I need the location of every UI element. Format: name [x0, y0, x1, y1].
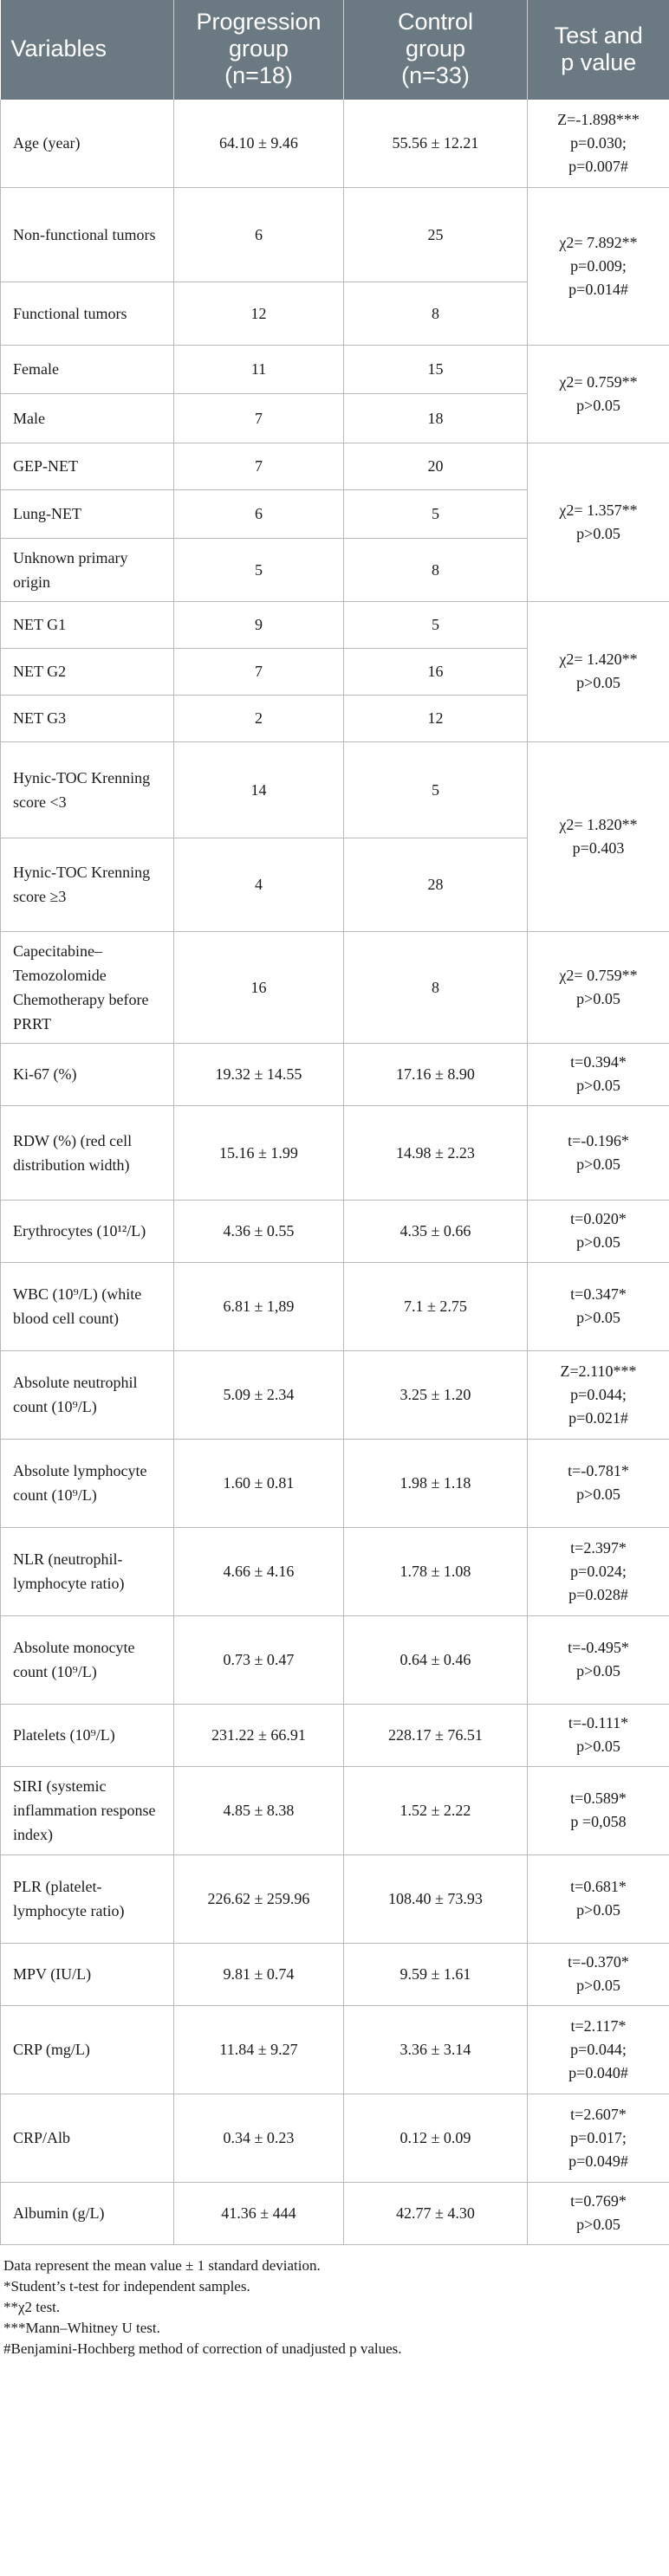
variable-cell: Absolute monocyte count (10⁹/L) [1, 1615, 174, 1704]
variable-cell: Absolute neutrophil count (10⁹/L) [1, 1350, 174, 1439]
control-value-cell: 42.77 ± 4.30 [344, 2182, 528, 2244]
progression-value-cell: 19.32 ± 14.55 [174, 1043, 344, 1105]
control-value-cell: 25 [344, 187, 528, 282]
table-row [1, 1527, 669, 1615]
test-p-value-cell [528, 1439, 669, 1527]
table-row [1, 741, 669, 838]
variable-cell: Non-functional tumors [1, 187, 174, 282]
test-p-value-cell [528, 187, 669, 345]
table-row [1, 1200, 669, 1262]
progression-value-cell: 2 [174, 695, 344, 741]
table-row [1, 1943, 669, 2005]
test-line: p=0.009; [570, 256, 627, 275]
test-p-value-cell [528, 2005, 669, 2094]
progression-value-cell: 11.84 ± 9.27 [174, 2005, 344, 2094]
table-row [1, 1704, 669, 1766]
control-value-cell: 0.12 ± 0.09 [344, 2094, 528, 2182]
test-line: p =0,058 [570, 1813, 627, 1830]
table-row [1, 2094, 669, 2182]
test-line: χ2= 0.759** [559, 966, 638, 984]
test-line: p=0.030; [570, 133, 627, 152]
test-p-value-cell [528, 345, 669, 443]
test-p-value-cell [528, 1350, 669, 1439]
test-line: t=-0.495* [568, 1639, 629, 1656]
test-line: t=0.589* [570, 1790, 627, 1807]
variable-cell: Age (year) [1, 100, 174, 187]
test-line: p>0.05 [576, 2216, 620, 2233]
test-p-value-cell [528, 443, 669, 601]
progression-value-cell: 1.60 ± 0.81 [174, 1439, 344, 1527]
variable-cell: Male [1, 393, 174, 443]
test-line: p>0.05 [576, 1738, 620, 1755]
variable-cell: GEP-NET [1, 443, 174, 489]
test-p-value-cell [528, 1262, 669, 1350]
control-value-cell: 12 [344, 695, 528, 741]
test-line: p>0.05 [576, 1662, 620, 1680]
test-line: p>0.05 [576, 1309, 620, 1326]
test-p-value-cell [528, 601, 669, 741]
test-p-value-cell [528, 100, 669, 187]
control-value-cell: 9.59 ± 1.61 [344, 1943, 528, 2005]
table-row [1, 187, 669, 282]
progression-value-cell: 11 [174, 345, 344, 393]
test-line: p>0.05 [576, 1901, 620, 1919]
test-line: χ2= 1.357** [559, 501, 638, 519]
control-value-cell: 17.16 ± 8.90 [344, 1043, 528, 1105]
variable-cell: SIRI (systemic inflammation response index) [1, 1766, 174, 1854]
test-line: p=0.017; [570, 2128, 627, 2146]
test-line: t=-0.781* [568, 1462, 629, 1479]
table-row [1, 601, 669, 648]
test-line: t=2.397* [570, 1538, 627, 1557]
table-row [1, 345, 669, 393]
table-row [1, 100, 669, 187]
table-row [1, 2182, 669, 2244]
progression-value-cell: 4.66 ± 4.16 [174, 1527, 344, 1615]
variable-cell: NET G3 [1, 695, 174, 741]
table-row [1, 443, 669, 489]
control-value-cell: 5 [344, 741, 528, 838]
progression-value-cell: 9 [174, 601, 344, 648]
control-value-cell: 14.98 ± 2.23 [344, 1105, 528, 1200]
test-line: t=0.769* [570, 2192, 627, 2210]
control-value-cell: 28 [344, 838, 528, 931]
test-line: p>0.05 [576, 1077, 620, 1094]
test-p-value-cell [528, 2182, 669, 2244]
control-value-cell: 8 [344, 538, 528, 601]
variable-cell: PLR (platelet-lymphocyte ratio) [1, 1854, 174, 1943]
variable-cell: CRP (mg/L) [1, 2005, 174, 2094]
progression-value-cell: 14 [174, 741, 344, 838]
test-p-value-cell [528, 1043, 669, 1105]
progression-value-cell: 231.22 ± 66.91 [174, 1704, 344, 1766]
footnote: **χ2 test. [3, 2298, 61, 2315]
test-line: t=2.607* [570, 2105, 627, 2123]
table-row [1, 1439, 669, 1527]
test-line: t=0.020* [570, 1210, 627, 1227]
variable-cell: NLR (neutrophil-lymphocyte ratio) [1, 1527, 174, 1615]
footnote: Data represent the mean value ± 1 standard deviation. [3, 2256, 321, 2274]
progression-value-cell: 0.73 ± 0.47 [174, 1615, 344, 1704]
table-body [1, 100, 669, 2244]
progression-value-cell: 4.36 ± 0.55 [174, 1200, 344, 1262]
test-line: t=2.117* [570, 2016, 627, 2035]
control-value-cell: 16 [344, 648, 528, 695]
control-value-cell: 5 [344, 489, 528, 538]
variable-cell: RDW (%) (red cell distribution width) [1, 1105, 174, 1200]
control-value-cell: 1.78 ± 1.08 [344, 1527, 528, 1615]
test-line: t=0.347* [570, 1285, 627, 1303]
variable-cell: Unknown primary origin [1, 538, 174, 601]
variable-cell: Albumin (g/L) [1, 2182, 174, 2244]
variable-cell: Capecitabine–Temozolomide Chemotherapy before PRRT [1, 931, 174, 1043]
test-line: t=-0.111* [568, 1714, 629, 1731]
progression-value-cell: 5 [174, 538, 344, 601]
control-value-cell: 108.40 ± 73.93 [344, 1854, 528, 1943]
test-line: p>0.05 [576, 396, 620, 414]
control-value-cell: 3.36 ± 3.14 [344, 2005, 528, 2094]
variable-cell: Female [1, 345, 174, 393]
progression-value-cell: 0.34 ± 0.23 [174, 2094, 344, 2182]
variable-cell: Lung-NET [1, 489, 174, 538]
variable-cell: Hynic-TOC Krenning score ≥3 [1, 838, 174, 931]
test-line: p=0.403 [572, 838, 625, 857]
progression-value-cell: 41.36 ± 444 [174, 2182, 344, 2244]
table-row [1, 931, 669, 1043]
control-value-cell: 3.25 ± 1.20 [344, 1350, 528, 1439]
progression-value-cell: 226.62 ± 259.96 [174, 1854, 344, 1943]
control-value-cell: 20 [344, 443, 528, 489]
control-value-cell: 8 [344, 931, 528, 1043]
control-value-cell: 7.1 ± 2.75 [344, 1262, 528, 1350]
test-line: t=0.394* [570, 1053, 627, 1071]
table-row [1, 1043, 669, 1105]
test-line: p>0.05 [576, 1485, 620, 1503]
progression-value-cell: 4 [174, 838, 344, 931]
variable-cell: Functional tumors [1, 282, 174, 345]
test-line: Z=-1.898*** [557, 110, 640, 128]
footnote: ***Mann–Whitney U test. [3, 2319, 160, 2336]
header-control-group: Control group (n=33) [344, 0, 528, 100]
test-line: p>0.05 [576, 1155, 620, 1173]
table-row [1, 1854, 669, 1943]
table-row [1, 1262, 669, 1350]
progression-value-cell: 7 [174, 648, 344, 695]
test-line: p>0.05 [576, 1233, 620, 1251]
test-line: p=0.049# [568, 2152, 628, 2170]
test-p-value-cell [528, 1704, 669, 1766]
table-row [1, 2005, 669, 2094]
table-row [1, 1766, 669, 1854]
test-p-value-cell [528, 1766, 669, 1854]
control-value-cell: 8 [344, 282, 528, 345]
test-p-value-cell [528, 1854, 669, 1943]
test-line: p>0.05 [576, 674, 620, 691]
header-test-p-value: Test and p value [528, 0, 669, 100]
test-p-value-cell [528, 1943, 669, 2005]
table-header-row [1, 0, 669, 100]
test-p-value-cell [528, 741, 669, 931]
progression-value-cell: 6 [174, 489, 344, 538]
test-line: t=-0.196* [568, 1131, 629, 1149]
test-p-value-cell [528, 931, 669, 1043]
test-p-value-cell [528, 1105, 669, 1200]
control-value-cell: 1.52 ± 2.22 [344, 1766, 528, 1854]
progression-value-cell: 6.81 ± 1,89 [174, 1262, 344, 1350]
test-line: p=0.028# [568, 1585, 628, 1603]
variable-cell: WBC (10⁹/L) (white blood cell count) [1, 1262, 174, 1350]
test-p-value-cell [528, 1615, 669, 1704]
variable-cell: Platelets (10⁹/L) [1, 1704, 174, 1766]
control-value-cell: 0.64 ± 0.46 [344, 1615, 528, 1704]
progression-value-cell: 9.81 ± 0.74 [174, 1943, 344, 2005]
variable-cell: MPV (IU/L) [1, 1943, 174, 2005]
test-line: χ2= 0.759** [559, 372, 638, 391]
test-line: p=0.044; [570, 2040, 627, 2058]
variable-cell: NET G2 [1, 648, 174, 695]
test-line: p=0.040# [568, 2063, 628, 2081]
header-progression-group: Progression group (n=18) [174, 0, 344, 100]
variable-cell: CRP/Alb [1, 2094, 174, 2182]
table-row [1, 1615, 669, 1704]
control-value-cell: 5 [344, 601, 528, 648]
test-line: p=0.014# [568, 280, 628, 298]
table-row [1, 1350, 669, 1439]
progression-value-cell: 4.85 ± 8.38 [174, 1766, 344, 1854]
progression-value-cell: 6 [174, 187, 344, 282]
progression-value-cell: 7 [174, 393, 344, 443]
table-footnotes [0, 2245, 669, 2359]
control-value-cell: 15 [344, 345, 528, 393]
test-line: p=0.044; [570, 1385, 627, 1403]
footnote: *Student’s t-test for independent samples. [3, 2277, 250, 2294]
test-line: p>0.05 [576, 524, 620, 542]
footnote: #Benjamini-Hochberg method of correction of unadjusted p values. [3, 2340, 402, 2357]
test-line: χ2= 7.892** [559, 233, 638, 251]
variable-cell: Ki-67 (%) [1, 1043, 174, 1105]
control-value-cell: 55.56 ± 12.21 [344, 100, 528, 187]
test-p-value-cell [528, 1200, 669, 1262]
control-value-cell: 228.17 ± 76.51 [344, 1704, 528, 1766]
test-line: p>0.05 [576, 1977, 620, 1994]
test-line: t=-0.370* [568, 1953, 629, 1971]
variable-cell: Absolute lymphocyte count (10⁹/L) [1, 1439, 174, 1527]
progression-value-cell: 5.09 ± 2.34 [174, 1350, 344, 1439]
progression-value-cell: 7 [174, 443, 344, 489]
progression-value-cell: 16 [174, 931, 344, 1043]
control-value-cell: 4.35 ± 0.66 [344, 1200, 528, 1262]
test-line: χ2= 1.820** [559, 815, 638, 833]
test-p-value-cell [528, 1527, 669, 1615]
test-line: p>0.05 [576, 989, 620, 1007]
variable-cell: NET G1 [1, 601, 174, 648]
variable-cell: Hynic-TOC Krenning score <3 [1, 741, 174, 838]
test-line: p=0.024; [570, 1562, 627, 1580]
test-p-value-cell [528, 2094, 669, 2182]
test-line: Z=2.110*** [560, 1362, 637, 1380]
test-line: t=0.681* [570, 1878, 627, 1895]
table-row [1, 1105, 669, 1200]
test-line: χ2= 1.420** [559, 650, 638, 668]
variable-cell: Erythrocytes (10¹²/L) [1, 1200, 174, 1262]
progression-value-cell: 64.10 ± 9.46 [174, 100, 344, 187]
control-value-cell: 1.98 ± 1.18 [344, 1439, 528, 1527]
control-value-cell: 18 [344, 393, 528, 443]
header-variables: Variables [1, 0, 174, 100]
progression-value-cell: 12 [174, 282, 344, 345]
progression-value-cell: 15.16 ± 1.99 [174, 1105, 344, 1200]
test-line: p=0.021# [568, 1408, 628, 1427]
test-line: p=0.007# [568, 157, 628, 175]
